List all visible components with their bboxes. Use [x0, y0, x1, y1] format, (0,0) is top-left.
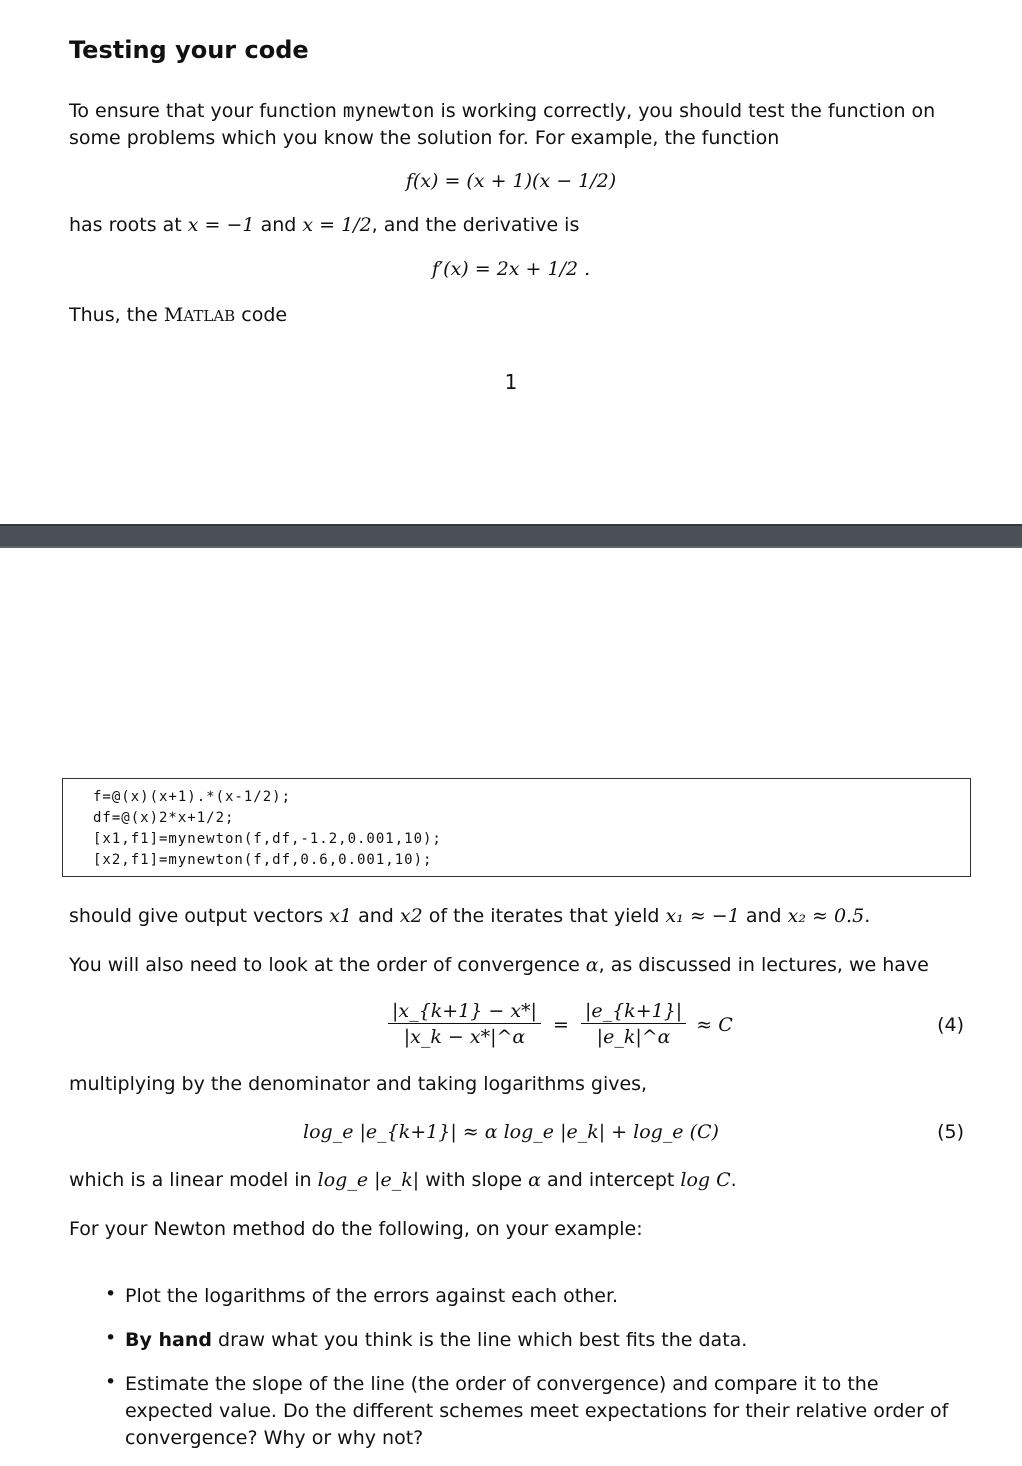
order-text-1: You will also need to look at the order of convergence [69, 954, 586, 976]
roots-text-2: , and the derivative is [371, 214, 580, 236]
equation-4-number: (4) [937, 1014, 964, 1036]
eq4-fraction-2 [581, 999, 686, 1050]
code-line: df=@(x)2*x+1/2; [93, 810, 235, 826]
list-item-text: Plot the logarithms of the errors against each other. [125, 1285, 619, 1307]
list-item-text: Estimate the slope of the line (the order of convergence) and compare it to the expected value. Do the different schemes meet expectations for their relative order of convergence? Why or why not? [125, 1373, 949, 1449]
thus-text-1: Thus, the [69, 304, 164, 326]
order-text-2: , as discussed in lectures, we have [598, 954, 929, 976]
root-1: x = −1 [187, 214, 255, 236]
output-text-1: should give output vectors [69, 905, 330, 927]
linear-text-1: which is a linear model in [69, 1169, 318, 1191]
code-block [62, 778, 971, 877]
eq4-fraction-1 [388, 999, 541, 1050]
code-line: [x2,f1]=mynewton(f,df,0.6,0.001,10); [93, 852, 433, 868]
multiply-paragraph: multiplying by the denominator and taking logarithms gives, [69, 1073, 648, 1095]
output-and-1: and [352, 905, 400, 927]
task-list [69, 1283, 964, 1453]
equation-5-number: (5) [937, 1121, 964, 1143]
matlab-rest: ATLAB [183, 307, 236, 325]
equation-fprime: f′(x) = 2x + 1/2 . [431, 258, 591, 280]
eq4-numerator-1: |x_{k+1} − x*| [388, 999, 541, 1024]
intercept-logc: log C [680, 1169, 731, 1191]
eq4-denominator-1: |x_k − x*|^α [403, 1026, 526, 1048]
list-item-text [125, 1327, 964, 1354]
slope-alpha: α [528, 1169, 541, 1191]
eq4-approx: ≈ C [696, 1013, 733, 1036]
eq4-equals: = [552, 1013, 569, 1036]
x2-var: x2 [399, 905, 423, 927]
code-line: [x1,f1]=mynewton(f,df,-1.2,0.001,10); [93, 831, 442, 847]
roots-paragraph [69, 214, 579, 236]
log-ek: log_e |e_k| [317, 1169, 420, 1191]
newton-instructions: For your Newton method do the following, on your example: [69, 1218, 643, 1240]
thus-text-2: code [235, 304, 288, 326]
bullet-symbol: • [105, 1371, 117, 1393]
list-item-rest: draw what you think is the line which best fits the data. [211, 1329, 748, 1351]
roots-text-1: has roots at [69, 214, 188, 236]
linear-text-2: with slope [419, 1169, 529, 1191]
output-end: . [864, 905, 871, 927]
page-divider [0, 524, 1022, 548]
equation-5: log_e |e_{k+1}| ≈ α log_e |e_k| + log_e (C) [303, 1121, 719, 1143]
alpha-symbol: α [585, 954, 599, 976]
bullet-symbol: • [105, 1327, 117, 1349]
x1-approx: x₁ ≈ −1 [665, 905, 740, 927]
intro-paragraph [69, 98, 969, 152]
equation-f: f(x) = (x + 1)(x − 1/2) [405, 170, 617, 192]
root-2: x = 1/2 [302, 214, 372, 236]
intro-text-1: To ensure that your function [69, 100, 343, 122]
eq4-numerator-2: |e_{k+1}| [581, 999, 686, 1024]
intro-text-2: is working correctly, you should test the function on some problems which you know the solution for. For example, the function [69, 100, 936, 149]
output-text-2: of the iterates that yield [422, 905, 666, 927]
eq4-denominator-2: |e_k|^α [596, 1026, 671, 1048]
output-and-2: and [739, 905, 788, 927]
x1-var: x1 [329, 905, 353, 927]
roots-and: and [254, 214, 303, 236]
x2-approx: x₂ ≈ 0.5 [787, 905, 865, 927]
bullet-symbol: • [105, 1283, 117, 1305]
linear-model-paragraph [69, 1169, 737, 1191]
order-paragraph [69, 954, 929, 976]
section-heading: Testing your code [69, 36, 309, 64]
matlab-initial: M [163, 304, 184, 326]
linear-end: . [730, 1169, 737, 1191]
linear-text-3: and intercept [541, 1169, 681, 1191]
page-number: 1 [504, 370, 518, 394]
output-paragraph [69, 905, 870, 927]
code-line: f=@(x)(x+1).*(x-1/2); [93, 789, 292, 805]
equation-4 [388, 999, 733, 1050]
function-name-code: mynewton [342, 100, 435, 122]
thus-paragraph [69, 304, 287, 326]
list-item-bold: By hand [125, 1329, 212, 1351]
